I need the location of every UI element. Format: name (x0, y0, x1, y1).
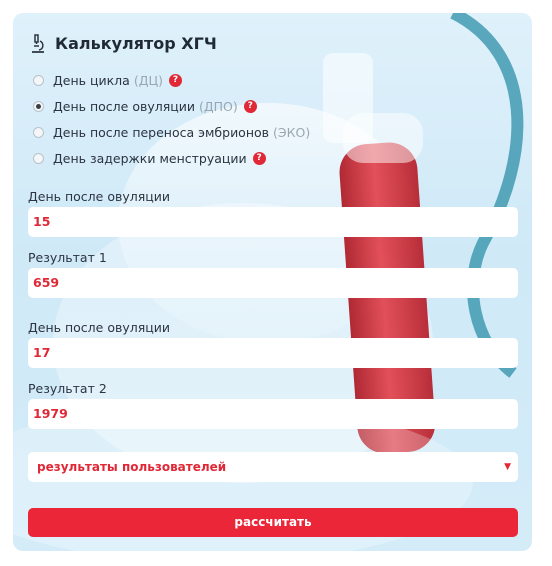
select-value: результаты пользователей (37, 460, 227, 474)
user-results-select[interactable] (28, 452, 518, 482)
help-icon[interactable]: ? (253, 152, 266, 165)
day-2-input[interactable]: 17 (28, 338, 518, 368)
field-label-result-2: Результат 2 (28, 381, 107, 396)
mode-label: День цикла (53, 72, 130, 88)
field-label-result-1: Результат 1 (28, 250, 107, 265)
result-1-input[interactable]: 659 (28, 268, 518, 298)
mode-abbr: (ЭКО) (273, 124, 311, 140)
mode-label: День после овуляции (53, 98, 195, 114)
mode-abbr: (ДЦ) (133, 72, 164, 88)
field-label-day-1: День после овуляции (28, 189, 170, 204)
day-1-input[interactable]: 15 (28, 207, 518, 237)
mode-label: День после переноса эмбрионов (53, 124, 270, 140)
microscope-icon (29, 34, 47, 54)
mode-option-cycle-day[interactable] (33, 70, 182, 90)
mode-option-dpo[interactable] (33, 96, 257, 116)
mode-radio[interactable] (33, 75, 44, 86)
mode-option-ivf[interactable] (33, 122, 310, 142)
help-icon[interactable]: ? (244, 100, 257, 113)
mode-abbr: (ДПО) (199, 98, 238, 114)
hcg-calculator-card (13, 13, 532, 551)
calculator-title: Калькулятор ХГЧ (55, 34, 217, 53)
mode-option-delay[interactable] (33, 148, 266, 168)
help-icon[interactable]: ? (169, 74, 182, 87)
mode-radio[interactable] (33, 153, 44, 164)
calculate-button[interactable]: рассчитать (28, 508, 518, 537)
caret-down-icon[interactable]: ▼ (504, 462, 511, 472)
field-label-day-2: День после овуляции (28, 320, 170, 335)
mode-radio[interactable] (33, 101, 44, 112)
mode-radio[interactable] (33, 127, 44, 138)
result-2-input[interactable]: 1979 (28, 399, 518, 429)
mode-label: День задержки менструации (53, 150, 247, 166)
